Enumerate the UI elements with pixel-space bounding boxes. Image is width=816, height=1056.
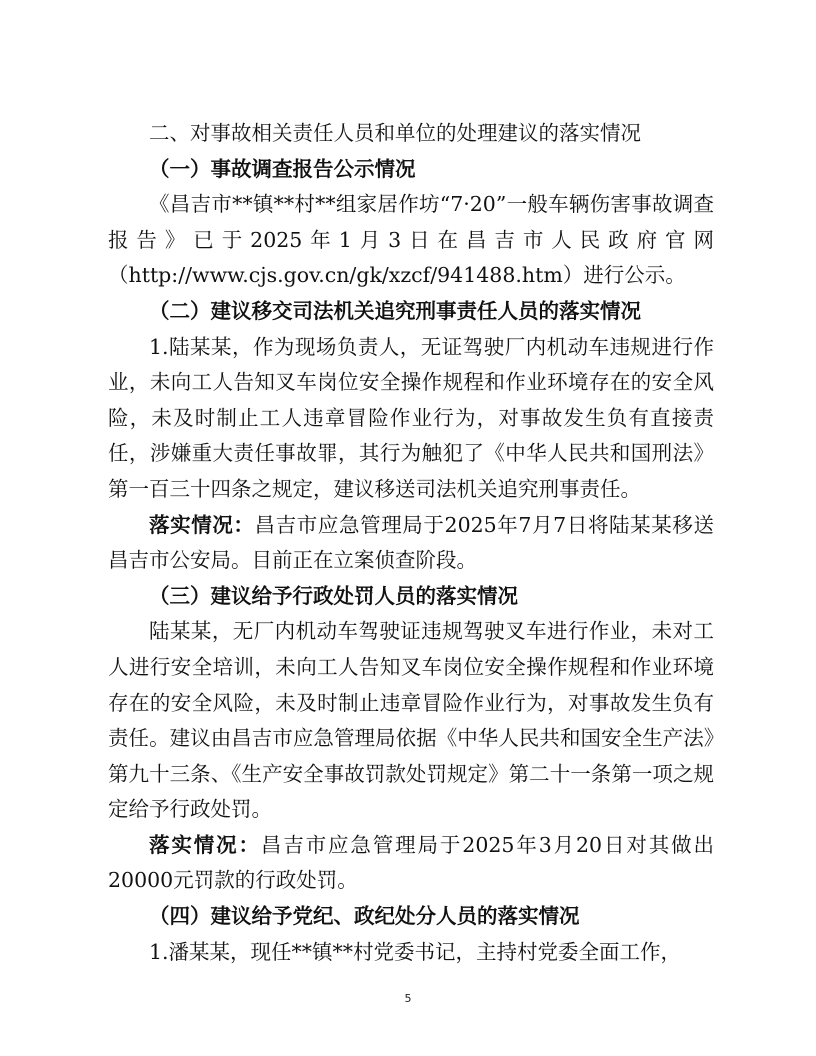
subsection-heading-2: （二）建议移交司法机关追究刑事责任人员的落实情况 — [149, 298, 641, 323]
implementation-label: 落实情况： — [149, 512, 255, 537]
implementation-text: 昌吉市应急管理局于2025年7月7日将陆某某移送昌吉市公安局。目前正在立案侦查阶段。 — [108, 512, 714, 573]
paragraph-implementation-2 — [108, 508, 714, 579]
subsection-heading-3: （三）建议给予行政处罚人员的落实情况 — [149, 583, 518, 608]
implementation-text: 昌吉市应急管理局于2025年3月20日对其做出20000元罚款的行政处罚。 — [108, 832, 714, 893]
document-body — [108, 116, 714, 970]
subsection-heading-4: （四）建议给予党纪、政纪处分人员的落实情况 — [149, 904, 580, 929]
paragraph-party-discipline: 1.潘某某，现任**镇**村党委书记，主持村党委全面工作， — [149, 939, 682, 964]
paragraph-criminal-referral: 1.陆某某，作为现场负责人，无证驾驶厂内机动车违规进行作业，未向工人告知叉车岗位安全操作规程和作业环境存在的安全风险，未及时制止工人违章冒险作业行为，对事故发生负有直接责任，涉嫌重大责任事故罪，其行为触犯了《中华人民共和国刑法》第一百三十四条之规定，建议移送司法机关追究刑事责任。 — [108, 334, 714, 501]
paragraph-implementation-3 — [108, 828, 714, 899]
subsection-heading-1: （一）事故调查报告公示情况 — [149, 156, 416, 181]
paragraph-administrative-penalty: 陆某某，无厂内机动车驾驶证违规驾驶叉车进行作业，未对工人进行安全培训，未向工人告知叉车岗位安全操作规程和作业环境存在的安全风险，未及时制止违章冒险作业行为，对事故发生负有责任。建议由昌吉市应急管理局依据《中华人民共和国安全生产法》第九十三条、《生产安全事故罚款处罚规定》第二十一条第一项之规定给予行政处罚。 — [108, 619, 714, 822]
implementation-label: 落实情况： — [149, 832, 261, 857]
paragraph-report-publication: 《昌吉市**镇**村**组家居作坊“7·20”一般车辆伤害事故调查报告》已于2025年1月3日在昌吉市人民政府官网（http://www.cjs.gov.cn/gk/xzcf/941488.htm）进行公示。 — [108, 192, 714, 288]
page-number: 5 — [404, 992, 412, 1005]
section-heading-main: 二、对事故相关责任人员和单位的处理建议的落实情况 — [149, 121, 641, 145]
